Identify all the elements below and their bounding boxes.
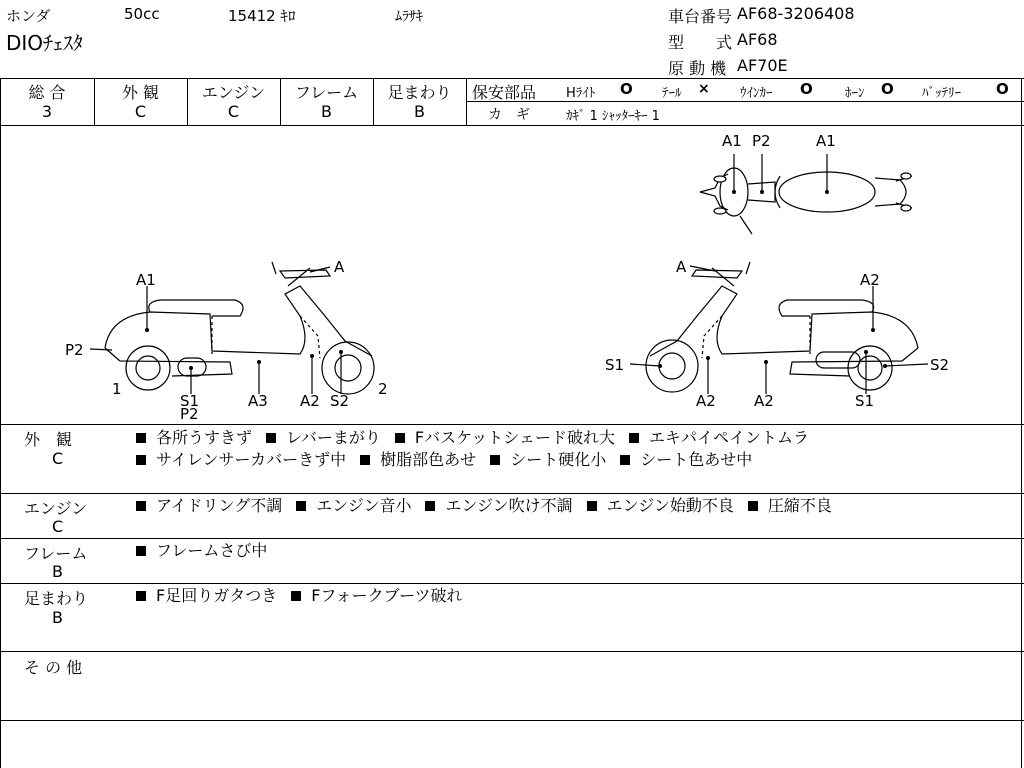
section-name: フレーム <box>24 544 88 563</box>
list-item: 各所うすきず <box>136 428 252 447</box>
label-left-a: A <box>334 258 345 276</box>
label-right-a2-top: A2 <box>860 271 880 289</box>
list-item: エキパイペイントムラ <box>629 428 809 447</box>
grade-suspension-label: 足まわり <box>387 83 452 102</box>
grade-engine-value: C <box>227 102 240 121</box>
safety-item-headlight: Hﾗｲﾄ <box>566 86 596 101</box>
type-label: 型 式 <box>668 33 733 52</box>
list-item: レバーまがり <box>266 428 381 447</box>
safety-mark-horn: O <box>881 80 894 98</box>
section-items <box>136 495 1016 517</box>
safety-mark-battery: O <box>996 80 1009 98</box>
rule-section-2 <box>0 538 1024 539</box>
label-left-p2: P2 <box>65 341 84 359</box>
engine-label: 原 動 機 <box>668 59 727 78</box>
grade-frame-label: フレーム <box>294 83 359 102</box>
list-item: フレームさび中 <box>136 541 267 560</box>
label-left-s1: S1 <box>180 392 200 410</box>
frame-no-label: 車台番号 <box>668 7 733 26</box>
rule-diagram-bottom <box>0 424 1024 425</box>
list-item: エンジン吹け不調 <box>425 496 572 515</box>
section-grade: C <box>52 517 64 536</box>
section-items <box>136 427 1016 471</box>
label-left-1: 1 <box>112 380 122 398</box>
model-name: DIOﾁｪｽﾀ <box>6 31 84 55</box>
grade-overall-value: 3 <box>41 102 53 121</box>
label-left-a3: A3 <box>248 392 268 410</box>
rule-v5 <box>466 78 467 125</box>
list-item: F足回りガタつき <box>136 586 277 605</box>
grade-engine-label: エンジン <box>201 83 266 102</box>
section-name: 足まわり <box>24 589 89 608</box>
type-value: AF68 <box>737 30 778 49</box>
color: ﾑﾗｻｷ <box>395 9 423 25</box>
safety-mark-winker: O <box>800 80 813 98</box>
rule-section-4 <box>0 651 1024 652</box>
label-right-a: A <box>676 258 687 276</box>
list-item: サイレンサーカバーきず中 <box>136 450 346 469</box>
label-left-2: 2 <box>378 380 388 398</box>
list-item: 樹脂部色あせ <box>360 450 476 469</box>
section-name: 外 観 <box>24 430 73 449</box>
displacement: 50cc <box>124 5 160 23</box>
grade-overall-label: 総 合 <box>28 83 66 102</box>
grade-frame-value: B <box>321 102 332 121</box>
label-right-s2: S2 <box>930 356 950 374</box>
section-items <box>136 585 1016 607</box>
label-left-a1: A1 <box>136 271 156 289</box>
section-grade: B <box>52 608 63 627</box>
grade-exterior-value: C <box>134 102 147 121</box>
label-left-p2-lower: P2 <box>180 405 199 423</box>
label-right-a2-right: A2 <box>754 392 774 410</box>
safety-title: 保安部品 <box>472 83 537 102</box>
safety-item-winker: ｳｲﾝｶｰ <box>740 86 773 101</box>
frame-no: AF68-3206408 <box>737 4 855 23</box>
list-item: シート色あせ中 <box>620 450 752 469</box>
label-top-a1-right: A1 <box>816 132 836 150</box>
rule-safety-mid <box>467 101 1024 102</box>
key-label: カ ギ <box>488 107 530 123</box>
label-right-a2-mid: A2 <box>696 392 716 410</box>
mileage: 15412 ｷﾛ <box>228 7 296 25</box>
safety-item-horn: ﾎｰﾝ <box>845 86 865 101</box>
section-items <box>136 540 1016 562</box>
label-top-a1-left: A1 <box>722 132 742 150</box>
label-left-s2: S2 <box>330 392 350 410</box>
rule-section-3 <box>0 583 1024 584</box>
section-grade: C <box>52 449 64 468</box>
list-item: エンジン始動不良 <box>587 496 734 515</box>
leader-lines <box>90 154 928 394</box>
label-right-s1-bottom: S1 <box>855 392 875 410</box>
list-item: エンジン音小 <box>296 496 411 515</box>
grade-exterior-label: 外 観 <box>121 83 160 102</box>
section-name: エンジン <box>24 499 88 518</box>
damage-diagram <box>0 126 1022 423</box>
list-item: シート硬化小 <box>490 450 606 469</box>
list-item: アイドリング不調 <box>136 496 282 515</box>
section-grade: B <box>52 562 63 581</box>
rule-section-1 <box>0 493 1024 494</box>
list-item: Fバスケットシェード破れ大 <box>395 428 615 447</box>
safety-mark-tail: × <box>698 81 710 97</box>
rule-section-5 <box>0 720 1024 721</box>
safety-item-battery: ﾊﾞｯﾃﾘｰ <box>922 86 961 101</box>
section-name: そ の 他 <box>24 658 83 677</box>
rule-grades-top <box>0 78 1024 79</box>
list-item: 圧縮不良 <box>748 496 832 515</box>
label-top-p2: P2 <box>752 132 771 150</box>
grade-suspension-value: B <box>414 102 425 121</box>
engine-value: AF70E <box>737 56 788 75</box>
maker: ホンダ <box>6 7 51 25</box>
safety-item-tail: ﾃｰﾙ <box>662 86 682 101</box>
key-value: ｶｷﾞ 1 ｼｬｯﾀｰｷｰ 1 <box>566 109 660 124</box>
label-right-s1-left: S1 <box>605 356 625 374</box>
scooter-top-view <box>700 168 912 234</box>
label-left-a2: A2 <box>300 392 320 410</box>
list-item: Fフォークブーツ破れ <box>291 586 462 605</box>
safety-mark-headlight: O <box>620 80 633 98</box>
